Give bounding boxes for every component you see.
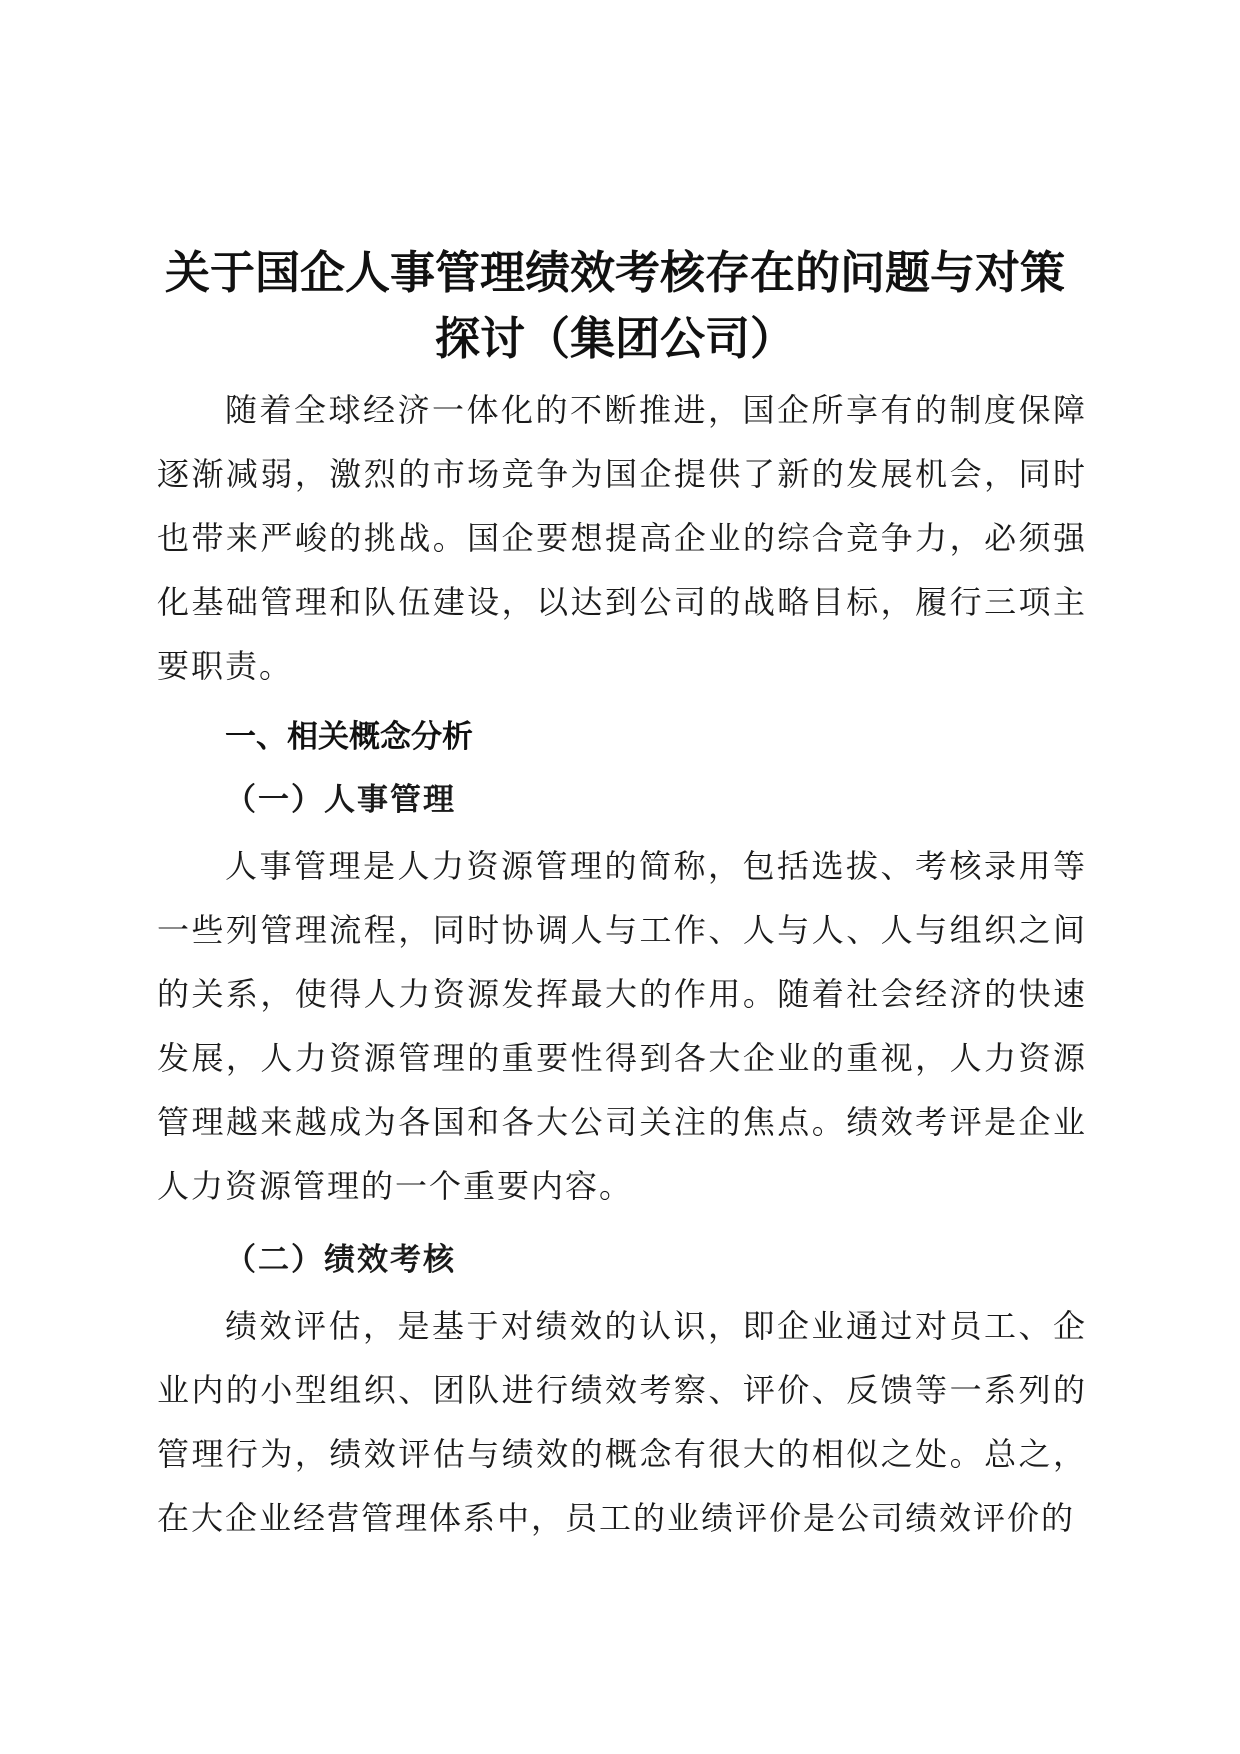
document-title-line-2: 探讨（集团公司） — [434, 312, 795, 365]
section-heading-concepts: 一、相关概念分析 — [225, 719, 473, 755]
subsection-heading-performance-appraisal: （二）绩效考核 — [225, 1242, 456, 1278]
subsection-heading-personnel-management: （一）人事管理 — [225, 782, 456, 818]
intro-paragraph: 随着全球经济一体化的不断推进，国企所享有的制度保障逐渐减弱，激烈的市场竞争为国企提供了新的发展机会，同时也带来严峻的挑战。国企要想提高企业的综合竞争力，必须强化基础管理和队伍建设，以达到公司的战略目标，履行三项主要职责。 — [157, 391, 1087, 685]
personnel-management-paragraph: 人事管理是人力资源管理的简称，包括选拔、考核录用等一些列管理流程，同时协调人与工作、人与人、人与组织之间的关系，使得人力资源发挥最大的作用。随着社会经济的快速发展，人力资源管理的重要性得到各大企业的重视，人力资源管理越来越成为各国和各大公司关注的焦点。绩效考评是企业人力资源管理的一个重要内容。 — [157, 847, 1087, 1205]
document-title-line-1: 关于国企人事管理绩效考核存在的问题与对策 — [164, 246, 1065, 299]
performance-appraisal-paragraph: 绩效评估，是基于对绩效的认识，即企业通过对员工、企业内的小型组织、团队进行绩效考察、评价、反馈等一系列的管理行为，绩效评估与绩效的概念有很大的相似之处。总之，在大企业经营管理体系中，员工的业绩评价是公司绩效评价的 — [157, 1307, 1087, 1537]
